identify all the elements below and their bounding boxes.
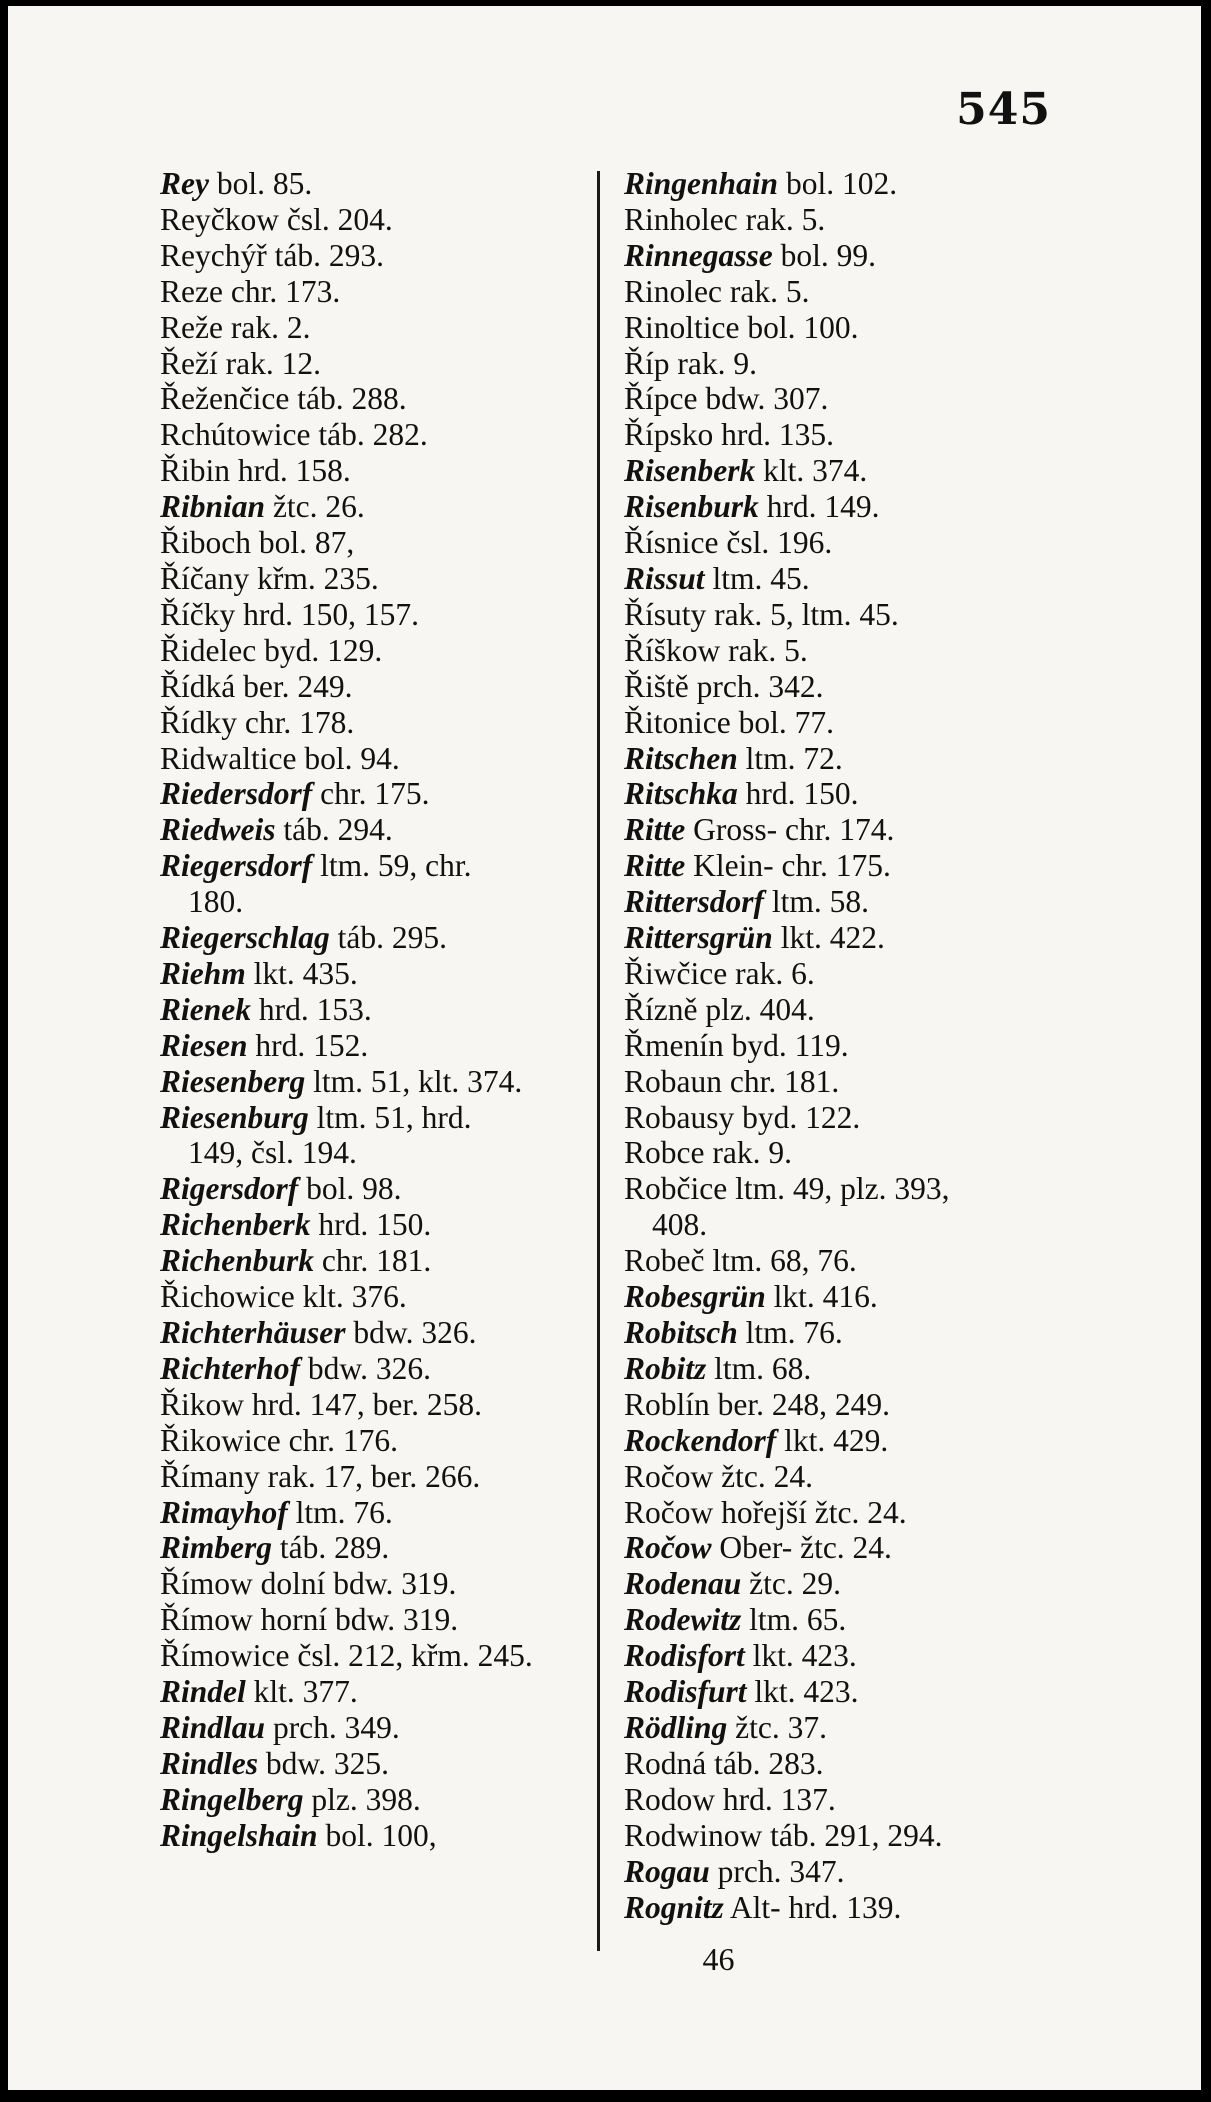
place-name: Ritte bbox=[624, 812, 686, 848]
place-name: Řiwčice bbox=[624, 955, 728, 991]
index-entry bbox=[160, 1279, 580, 1315]
index-entry bbox=[624, 310, 1054, 346]
left-column bbox=[160, 166, 580, 1854]
place-name: Rodisfort bbox=[624, 1638, 745, 1674]
index-entry bbox=[160, 669, 580, 705]
index-entry bbox=[624, 1674, 1054, 1710]
entry-reference: ltm. 51, klt. 374. bbox=[305, 1063, 523, 1099]
index-entry bbox=[624, 417, 1054, 453]
index-entry bbox=[160, 202, 580, 238]
index-entry bbox=[624, 1028, 1054, 1064]
entry-reference: lkt. 429. bbox=[776, 1422, 889, 1458]
place-name: Robitsch bbox=[624, 1315, 738, 1350]
place-name: Řikowice bbox=[160, 1422, 281, 1458]
index-entry bbox=[624, 1530, 1054, 1566]
place-name: Rogau bbox=[624, 1853, 710, 1889]
entry-reference: hrd. 149. bbox=[758, 489, 880, 525]
index-entry bbox=[624, 669, 1054, 705]
index-entry bbox=[624, 1171, 1054, 1207]
index-entry bbox=[624, 1495, 1054, 1531]
place-name: Rodow bbox=[624, 1781, 716, 1817]
index-entry bbox=[624, 166, 1054, 202]
index-entry bbox=[160, 1638, 580, 1674]
place-name: Robaun bbox=[624, 1063, 722, 1099]
index-entry bbox=[624, 525, 1054, 561]
index-entry bbox=[160, 956, 580, 992]
index-entry bbox=[624, 848, 1054, 884]
index-entry bbox=[624, 956, 1054, 992]
place-name: Rigersdorf bbox=[160, 1171, 299, 1207]
index-entry bbox=[160, 1387, 580, 1423]
entry-reference: rak. 5. bbox=[720, 632, 808, 668]
index-entry bbox=[624, 1710, 1054, 1746]
index-entry bbox=[160, 453, 580, 489]
signature-mark: 46 bbox=[702, 1941, 735, 1977]
entry-reference: chr. 173. bbox=[222, 273, 341, 309]
place-name: Richterhof bbox=[160, 1350, 301, 1386]
entry-reference: ber. 249. bbox=[235, 668, 353, 704]
entry-reference: hrd. 147, ber. 258. bbox=[244, 1386, 482, 1422]
place-name: Rimberg bbox=[160, 1530, 273, 1566]
place-name: Reze bbox=[160, 273, 223, 309]
place-name: Rittersgrün bbox=[624, 920, 773, 956]
place-name: Rinolec bbox=[624, 273, 722, 309]
place-name: Robce bbox=[624, 1135, 705, 1171]
entry-reference: táb. 294. bbox=[275, 812, 393, 848]
place-name: Rindel bbox=[160, 1674, 246, 1710]
place-name: Riesenburg bbox=[160, 1099, 309, 1135]
place-name: Řísnice bbox=[624, 525, 719, 561]
entry-reference: hrd. 153. bbox=[251, 991, 372, 1027]
place-name: Rinholec bbox=[624, 201, 738, 237]
place-name: Říp bbox=[624, 345, 670, 381]
place-name: Ročow bbox=[624, 1494, 714, 1530]
index-entry bbox=[160, 1171, 580, 1207]
entry-reference: rak. 9. bbox=[704, 1135, 792, 1171]
entry-reference: hrd. 158. bbox=[230, 453, 351, 489]
paper-sheet bbox=[8, 6, 1201, 2090]
entry-reference: hrd. 150, 157. bbox=[235, 596, 419, 632]
index-entry bbox=[624, 1315, 1054, 1351]
entry-reference: klt. 377. bbox=[245, 1674, 358, 1710]
index-entry bbox=[624, 992, 1054, 1028]
page-number: 545 bbox=[956, 84, 1051, 135]
index-entry bbox=[160, 1100, 580, 1136]
place-name: Richenburk bbox=[160, 1243, 315, 1279]
entry-reference: ltm. 51, hrd. bbox=[308, 1099, 472, 1135]
place-name: Říškow bbox=[624, 632, 721, 668]
entry-reference: ltm. 72. bbox=[737, 740, 843, 776]
entry-reference: byd. 129. bbox=[256, 632, 383, 668]
place-name: Řidelec bbox=[160, 632, 257, 668]
place-name: Rodewitz bbox=[624, 1602, 742, 1638]
entry-reference: rak. 6. bbox=[727, 955, 815, 991]
place-name: Ringelshain bbox=[160, 1817, 318, 1853]
entry-reference: horní bdw. 319. bbox=[252, 1602, 459, 1638]
index-entry bbox=[160, 346, 580, 382]
index-entry bbox=[160, 1351, 580, 1387]
place-name: Rindlau bbox=[160, 1709, 266, 1745]
index-entry bbox=[160, 776, 580, 812]
index-entry bbox=[160, 525, 580, 561]
entry-reference: klt. 374. bbox=[755, 453, 868, 489]
place-name: Říčany bbox=[160, 560, 250, 596]
entry-reference: táb. 293. bbox=[266, 237, 384, 273]
place-name: Rodisfurt bbox=[624, 1674, 747, 1710]
index-entry bbox=[624, 1459, 1054, 1495]
entry-reference: ltm. 45. bbox=[704, 560, 810, 596]
place-name: Rindles bbox=[160, 1745, 259, 1781]
entry-reference: dolní bdw. 319. bbox=[252, 1566, 457, 1602]
place-name: Řísuty bbox=[624, 596, 707, 632]
index-entry bbox=[624, 812, 1054, 848]
index-entry-continuation: 180. bbox=[188, 884, 244, 920]
place-name: Roblín bbox=[624, 1386, 710, 1422]
index-entry bbox=[160, 848, 580, 884]
index-entry bbox=[624, 1423, 1054, 1459]
entry-reference: rak. 5. bbox=[737, 201, 826, 237]
place-name: Řiště bbox=[624, 668, 689, 704]
index-entry bbox=[624, 1243, 1054, 1279]
place-name: Řibin bbox=[160, 453, 231, 489]
place-name: Římow bbox=[160, 1602, 253, 1638]
place-name: Řitonice bbox=[624, 704, 731, 740]
index-entry bbox=[160, 310, 580, 346]
index-entry bbox=[624, 453, 1054, 489]
entry-reference: ltm. 59, chr. bbox=[312, 848, 472, 884]
index-entry bbox=[160, 705, 580, 741]
entry-reference: lkt. 416. bbox=[765, 1279, 878, 1315]
place-name: Robčice bbox=[624, 1171, 728, 1207]
entry-reference: bol. 99. bbox=[772, 237, 877, 273]
place-name: Řípce bbox=[624, 381, 698, 417]
index-entry bbox=[624, 381, 1054, 417]
entry-reference: rak. 9. bbox=[669, 345, 757, 381]
entry-reference: Klein- chr. 175. bbox=[685, 848, 891, 884]
index-entry bbox=[160, 812, 580, 848]
index-entry bbox=[624, 1351, 1054, 1387]
place-name: Riegerschlag bbox=[160, 920, 330, 956]
place-name: Rognitz bbox=[624, 1889, 724, 1925]
entry-reference: bdw. 326. bbox=[345, 1315, 477, 1350]
entry-reference: žtc. 24. bbox=[713, 1458, 813, 1494]
index-entry bbox=[160, 741, 580, 777]
place-name: Rodwinow bbox=[624, 1817, 763, 1853]
place-name: Řmenín bbox=[624, 1027, 724, 1063]
index-entry bbox=[160, 1566, 580, 1602]
entry-reference: bol. 100. bbox=[739, 309, 859, 345]
index-entry bbox=[624, 1100, 1054, 1136]
index-entry bbox=[160, 1423, 580, 1459]
place-name: Ridwaltice bbox=[160, 740, 297, 776]
place-name: Řeží bbox=[160, 345, 218, 381]
index-entry bbox=[160, 1243, 580, 1279]
entry-reference: chr. 181. bbox=[314, 1243, 432, 1279]
place-name: Robesgrün bbox=[624, 1279, 766, 1315]
index-entry bbox=[624, 1890, 1054, 1926]
entry-reference: čsl. 196. bbox=[718, 525, 833, 561]
index-entry bbox=[160, 238, 580, 274]
place-name: Rinoltice bbox=[624, 309, 740, 345]
place-name: Robeč bbox=[624, 1243, 705, 1279]
index-entry bbox=[624, 884, 1054, 920]
entry-reference: prch. 347. bbox=[709, 1853, 845, 1889]
entry-reference: ltm. 65. bbox=[741, 1602, 847, 1638]
index-entry bbox=[624, 633, 1054, 669]
place-name: Reychýř bbox=[160, 237, 267, 273]
place-name: Rimayhof bbox=[160, 1494, 288, 1530]
place-name: Rodná bbox=[624, 1745, 707, 1781]
place-name: Robitz bbox=[624, 1350, 707, 1386]
index-entry bbox=[160, 1315, 580, 1351]
entry-reference: rak. 2. bbox=[222, 309, 311, 345]
index-entry bbox=[160, 992, 580, 1028]
place-name: Rissut bbox=[624, 560, 705, 596]
entry-reference: hrd. 135. bbox=[713, 417, 835, 453]
entry-reference: byd. 122. bbox=[734, 1099, 861, 1135]
index-entry bbox=[624, 238, 1054, 274]
index-entry bbox=[624, 274, 1054, 310]
index-entry bbox=[160, 597, 580, 633]
entry-reference: bol. 87, bbox=[251, 525, 355, 561]
entry-reference: byd. 119. bbox=[723, 1027, 849, 1063]
place-name: Řichowice bbox=[160, 1279, 295, 1315]
entry-reference: prch. 349. bbox=[265, 1709, 400, 1745]
index-entry bbox=[160, 1602, 580, 1638]
entry-reference: plz. 398. bbox=[303, 1781, 421, 1817]
index-entry bbox=[624, 1064, 1054, 1100]
index-entry-continuation: 408. bbox=[652, 1207, 708, 1243]
entry-reference: hrd. 137. bbox=[715, 1781, 836, 1817]
entry-reference: hořejší žtc. 24. bbox=[713, 1494, 907, 1530]
index-entry bbox=[624, 202, 1054, 238]
entry-reference: rak. 12. bbox=[217, 345, 321, 381]
place-name: Ročow bbox=[624, 1458, 714, 1494]
index-entry bbox=[624, 920, 1054, 956]
entry-reference: čsl. 204. bbox=[278, 201, 393, 237]
entry-reference: bdw. 326. bbox=[300, 1350, 431, 1386]
place-name: Richenberk bbox=[160, 1207, 311, 1243]
entry-reference: rak. 5, ltm. 45. bbox=[706, 596, 899, 632]
entry-reference: táb. 288. bbox=[289, 381, 407, 417]
place-name: Řikow bbox=[160, 1386, 245, 1422]
place-name: Římow bbox=[160, 1566, 253, 1602]
entry-reference: ltm. 68, 76. bbox=[704, 1243, 857, 1279]
index-entry bbox=[624, 1854, 1054, 1890]
entry-reference: ltm. 76. bbox=[737, 1315, 843, 1350]
index-entry bbox=[160, 1064, 580, 1100]
entry-reference: táb. 289. bbox=[272, 1530, 390, 1566]
place-name: Ribnian bbox=[160, 489, 266, 525]
entry-reference: táb. 283. bbox=[706, 1745, 824, 1781]
entry-reference: bdw. 325. bbox=[258, 1745, 389, 1781]
index-entry bbox=[624, 346, 1054, 382]
entry-reference: lkt. 422. bbox=[772, 920, 885, 956]
entry-reference: lkt. 423. bbox=[744, 1638, 857, 1674]
place-name: Riesenberg bbox=[160, 1063, 306, 1099]
place-name: Rockendorf bbox=[624, 1422, 777, 1458]
index-entry bbox=[160, 1530, 580, 1566]
entry-reference: ltm. 49, plz. 393, bbox=[727, 1171, 950, 1207]
right-column bbox=[624, 166, 1054, 1925]
place-name: Ringenhain bbox=[624, 166, 779, 201]
entry-reference: lkt. 423. bbox=[746, 1674, 859, 1710]
place-name: Risenburk bbox=[624, 489, 759, 525]
entry-reference: ltm. 76. bbox=[287, 1494, 393, 1530]
index-entry bbox=[624, 561, 1054, 597]
index-entry bbox=[160, 1674, 580, 1710]
index-entry bbox=[160, 920, 580, 956]
index-entry bbox=[160, 381, 580, 417]
index-entry bbox=[624, 1782, 1054, 1818]
index-entry bbox=[624, 489, 1054, 525]
entry-reference: plz. 404. bbox=[697, 991, 815, 1027]
entry-reference: bol. 98. bbox=[298, 1171, 402, 1207]
place-name: Říčky bbox=[160, 596, 236, 632]
entry-reference: rak. 5. bbox=[721, 273, 810, 309]
entry-reference: hrd. 152. bbox=[247, 1027, 369, 1063]
index-entry bbox=[160, 1459, 580, 1495]
entry-reference: ltm. 58. bbox=[764, 884, 870, 920]
entry-reference: prch. 342. bbox=[688, 668, 824, 704]
entry-reference: bol. 85. bbox=[208, 166, 313, 201]
index-entry bbox=[160, 1782, 580, 1818]
entry-reference: žtc. 37. bbox=[727, 1709, 828, 1745]
place-name: Ritschen bbox=[624, 740, 738, 776]
index-entry bbox=[160, 1818, 580, 1854]
entry-reference: chr. 175. bbox=[312, 776, 430, 812]
index-entry bbox=[624, 776, 1054, 812]
index-entry bbox=[624, 1638, 1054, 1674]
index-entry bbox=[160, 1746, 580, 1782]
place-name: Riedersdorf bbox=[160, 776, 313, 812]
place-name: Řízně bbox=[624, 991, 698, 1027]
index-entry bbox=[160, 274, 580, 310]
index-entry bbox=[624, 1135, 1054, 1171]
place-name: Risenberk bbox=[624, 453, 756, 489]
entry-reference: Alt- hrd. 139. bbox=[723, 1889, 902, 1925]
place-name: Riehm bbox=[160, 955, 246, 991]
entry-reference: táb. 295. bbox=[329, 920, 447, 956]
place-name: Řípsko bbox=[624, 417, 714, 453]
index-entry bbox=[624, 597, 1054, 633]
place-name: Ročow bbox=[624, 1530, 712, 1566]
entry-reference: čsl. 212, křm. 245. bbox=[289, 1638, 533, 1674]
place-name: Ringelberg bbox=[160, 1781, 304, 1817]
index-entry-continuation: 149, čsl. 194. bbox=[188, 1135, 357, 1171]
entry-reference: bdw. 307. bbox=[697, 381, 829, 417]
place-name: Rchútowice bbox=[160, 417, 311, 453]
entry-reference: hrd. 150. bbox=[310, 1207, 432, 1243]
index-entry bbox=[160, 166, 580, 202]
index-entry bbox=[160, 489, 580, 525]
index-entry bbox=[160, 1028, 580, 1064]
place-name: Řiboch bbox=[160, 525, 251, 561]
place-name: Robausy bbox=[624, 1099, 735, 1135]
index-entry bbox=[624, 1602, 1054, 1638]
place-name: Římany bbox=[160, 1458, 260, 1494]
place-name: Reyčkow bbox=[160, 201, 279, 237]
entry-reference: bol. 94. bbox=[296, 740, 400, 776]
place-name: Rinnegasse bbox=[624, 237, 773, 273]
entry-reference: ber. 248, 249. bbox=[709, 1386, 890, 1422]
entry-reference: lkt. 435. bbox=[245, 955, 358, 991]
place-name: Rey bbox=[160, 166, 209, 201]
place-name: Richterhäuser bbox=[160, 1315, 346, 1350]
entry-reference: bol. 77. bbox=[730, 704, 834, 740]
column-divider bbox=[597, 171, 600, 1951]
place-name: Rödling bbox=[624, 1709, 728, 1745]
index-entry bbox=[624, 705, 1054, 741]
entry-reference: rak. 17, ber. 266. bbox=[259, 1458, 481, 1494]
index-entry bbox=[624, 741, 1054, 777]
place-name: Riegersdorf bbox=[160, 848, 313, 884]
index-entry bbox=[160, 633, 580, 669]
place-name: Rienek bbox=[160, 991, 251, 1027]
place-name: Ritschka bbox=[624, 776, 738, 812]
index-entry bbox=[624, 1279, 1054, 1315]
place-name: Rodenau bbox=[624, 1566, 742, 1602]
index-entry bbox=[160, 561, 580, 597]
index-entry bbox=[624, 1566, 1054, 1602]
index-entry bbox=[160, 1495, 580, 1531]
index-entry bbox=[624, 1818, 1054, 1854]
entry-reference: chr. 176. bbox=[280, 1422, 398, 1458]
index-entry bbox=[160, 1710, 580, 1746]
entry-reference: chr. 181. bbox=[722, 1063, 840, 1099]
entry-reference: bol. 102. bbox=[778, 166, 898, 201]
place-name: Římowice bbox=[160, 1638, 290, 1674]
entry-reference: chr. 178. bbox=[237, 704, 355, 740]
entry-reference: táb. 282. bbox=[310, 417, 428, 453]
place-name: Řeženčice bbox=[160, 381, 290, 417]
place-name: Ritte bbox=[624, 848, 686, 884]
entry-reference: ltm. 68. bbox=[706, 1350, 812, 1386]
entry-reference: Gross- chr. 174. bbox=[685, 812, 895, 848]
entry-reference: bol. 100, bbox=[317, 1817, 437, 1853]
place-name: Riedweis bbox=[160, 812, 276, 848]
entry-reference: křm. 235. bbox=[249, 560, 379, 596]
index-entry bbox=[160, 417, 580, 453]
entry-reference: žtc. 26. bbox=[265, 489, 365, 525]
entry-reference: hrd. 150. bbox=[737, 776, 859, 812]
place-name: Reže bbox=[160, 309, 223, 345]
entry-reference: žtc. 29. bbox=[741, 1566, 841, 1602]
entry-reference: Ober- žtc. 24. bbox=[711, 1530, 892, 1566]
entry-reference: klt. 376. bbox=[294, 1279, 407, 1315]
place-name: Řídky bbox=[160, 704, 238, 740]
place-name: Rittersdorf bbox=[624, 884, 765, 920]
place-name: Riesen bbox=[160, 1027, 248, 1063]
place-name: Řídká bbox=[160, 668, 236, 704]
index-entry bbox=[160, 1207, 580, 1243]
index-entry bbox=[624, 1746, 1054, 1782]
entry-reference: táb. 291, 294. bbox=[762, 1817, 943, 1853]
index-entry bbox=[624, 1387, 1054, 1423]
